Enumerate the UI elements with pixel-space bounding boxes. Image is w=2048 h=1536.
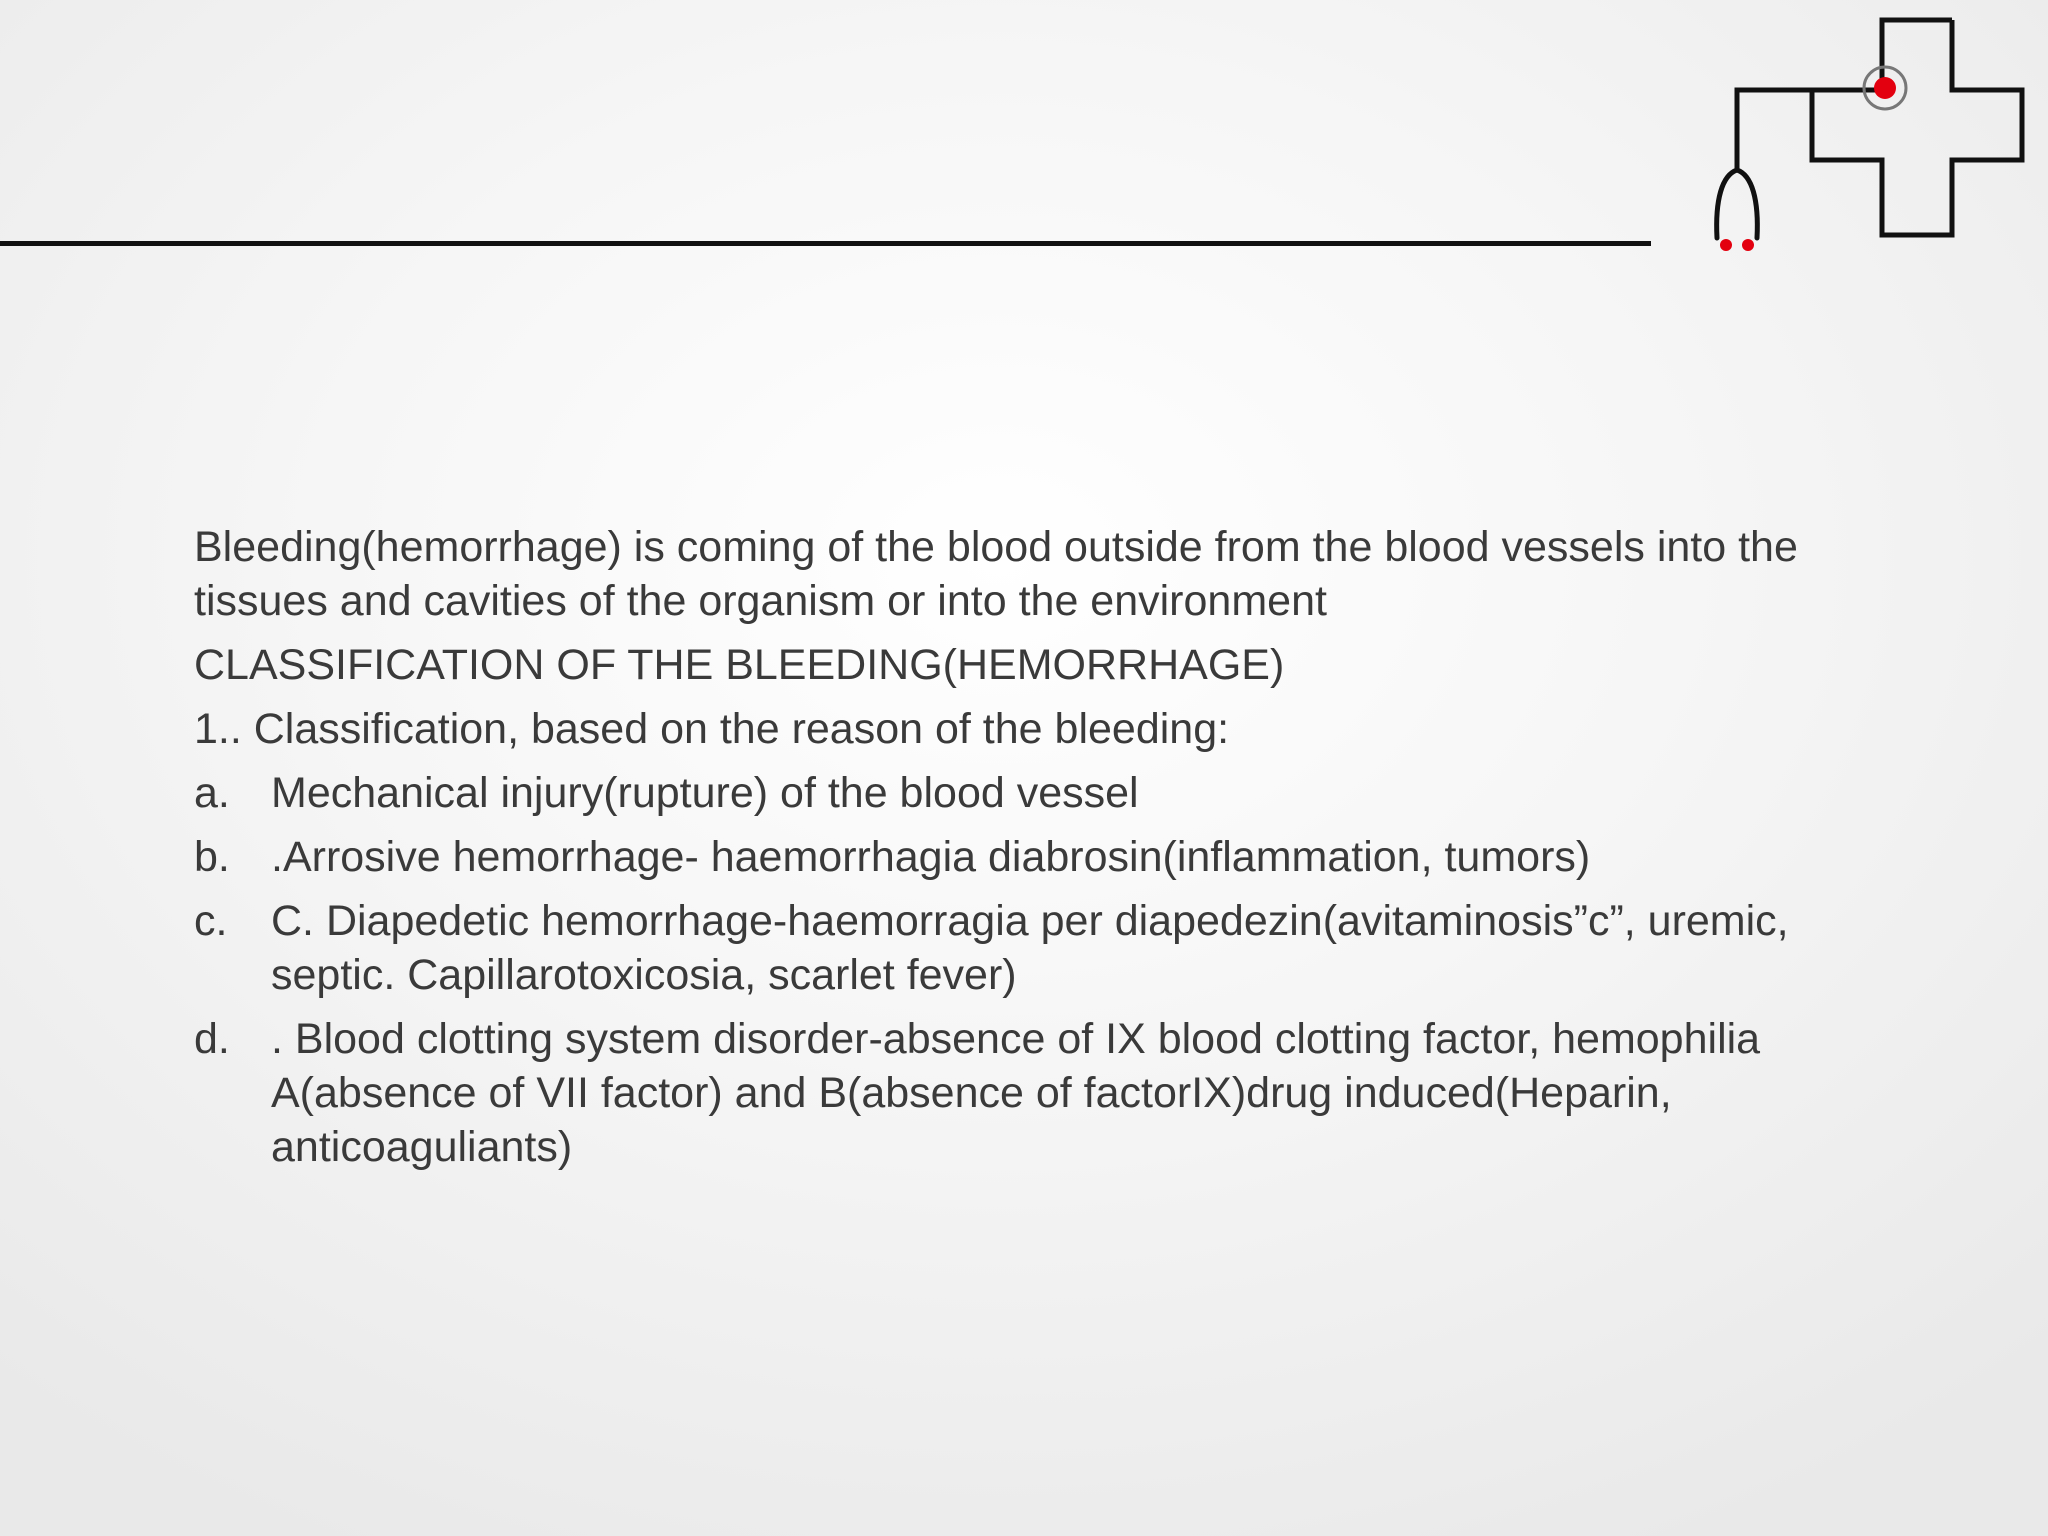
list-marker: d.	[194, 1015, 230, 1063]
list-marker: c.	[194, 897, 228, 945]
list-marker: a.	[194, 769, 230, 817]
list-marker: b.	[194, 833, 230, 881]
list-item	[194, 830, 1914, 884]
stethoscope-cross-icon	[1700, 10, 2040, 260]
list-item-text: Mechanical injury(rupture) of the blood vessel	[271, 769, 1139, 817]
list-item-text: . Blood clotting system disorder-absence of IX blood clotting factor, hemophilia A(absence of VII factor) and B(absence of factorIX)drug induced(Heparin, anticoaguliants)	[271, 1015, 1761, 1171]
slide-body	[194, 520, 1914, 1184]
list-item	[194, 1012, 1914, 1174]
header-divider	[0, 241, 1651, 246]
list-item	[194, 766, 1914, 820]
list-item	[194, 894, 1914, 1002]
classification-heading: CLASSIFICATION OF THE BLEEDING(HEMORRHAGE)	[194, 641, 1285, 689]
classification-list	[194, 766, 1914, 1174]
definition-paragraph: Bleeding(hemorrhage) is coming of the blood outside from the blood vessels into the tissues and cavities of the organism or into the environment	[194, 523, 1798, 625]
list-item-text: C. Diapedetic hemorrhage-haemorragia per diapedezin(avitaminosis”c”, uremic, septic. Capillarotoxicosia, scarlet fever)	[271, 897, 1789, 999]
list-item-text: .Arrosive hemorrhage- haemorrhagia diabrosin(inflammation, tumors)	[271, 833, 1591, 881]
classification-subheading: 1.. Classification, based on the reason of the bleeding:	[194, 705, 1230, 753]
